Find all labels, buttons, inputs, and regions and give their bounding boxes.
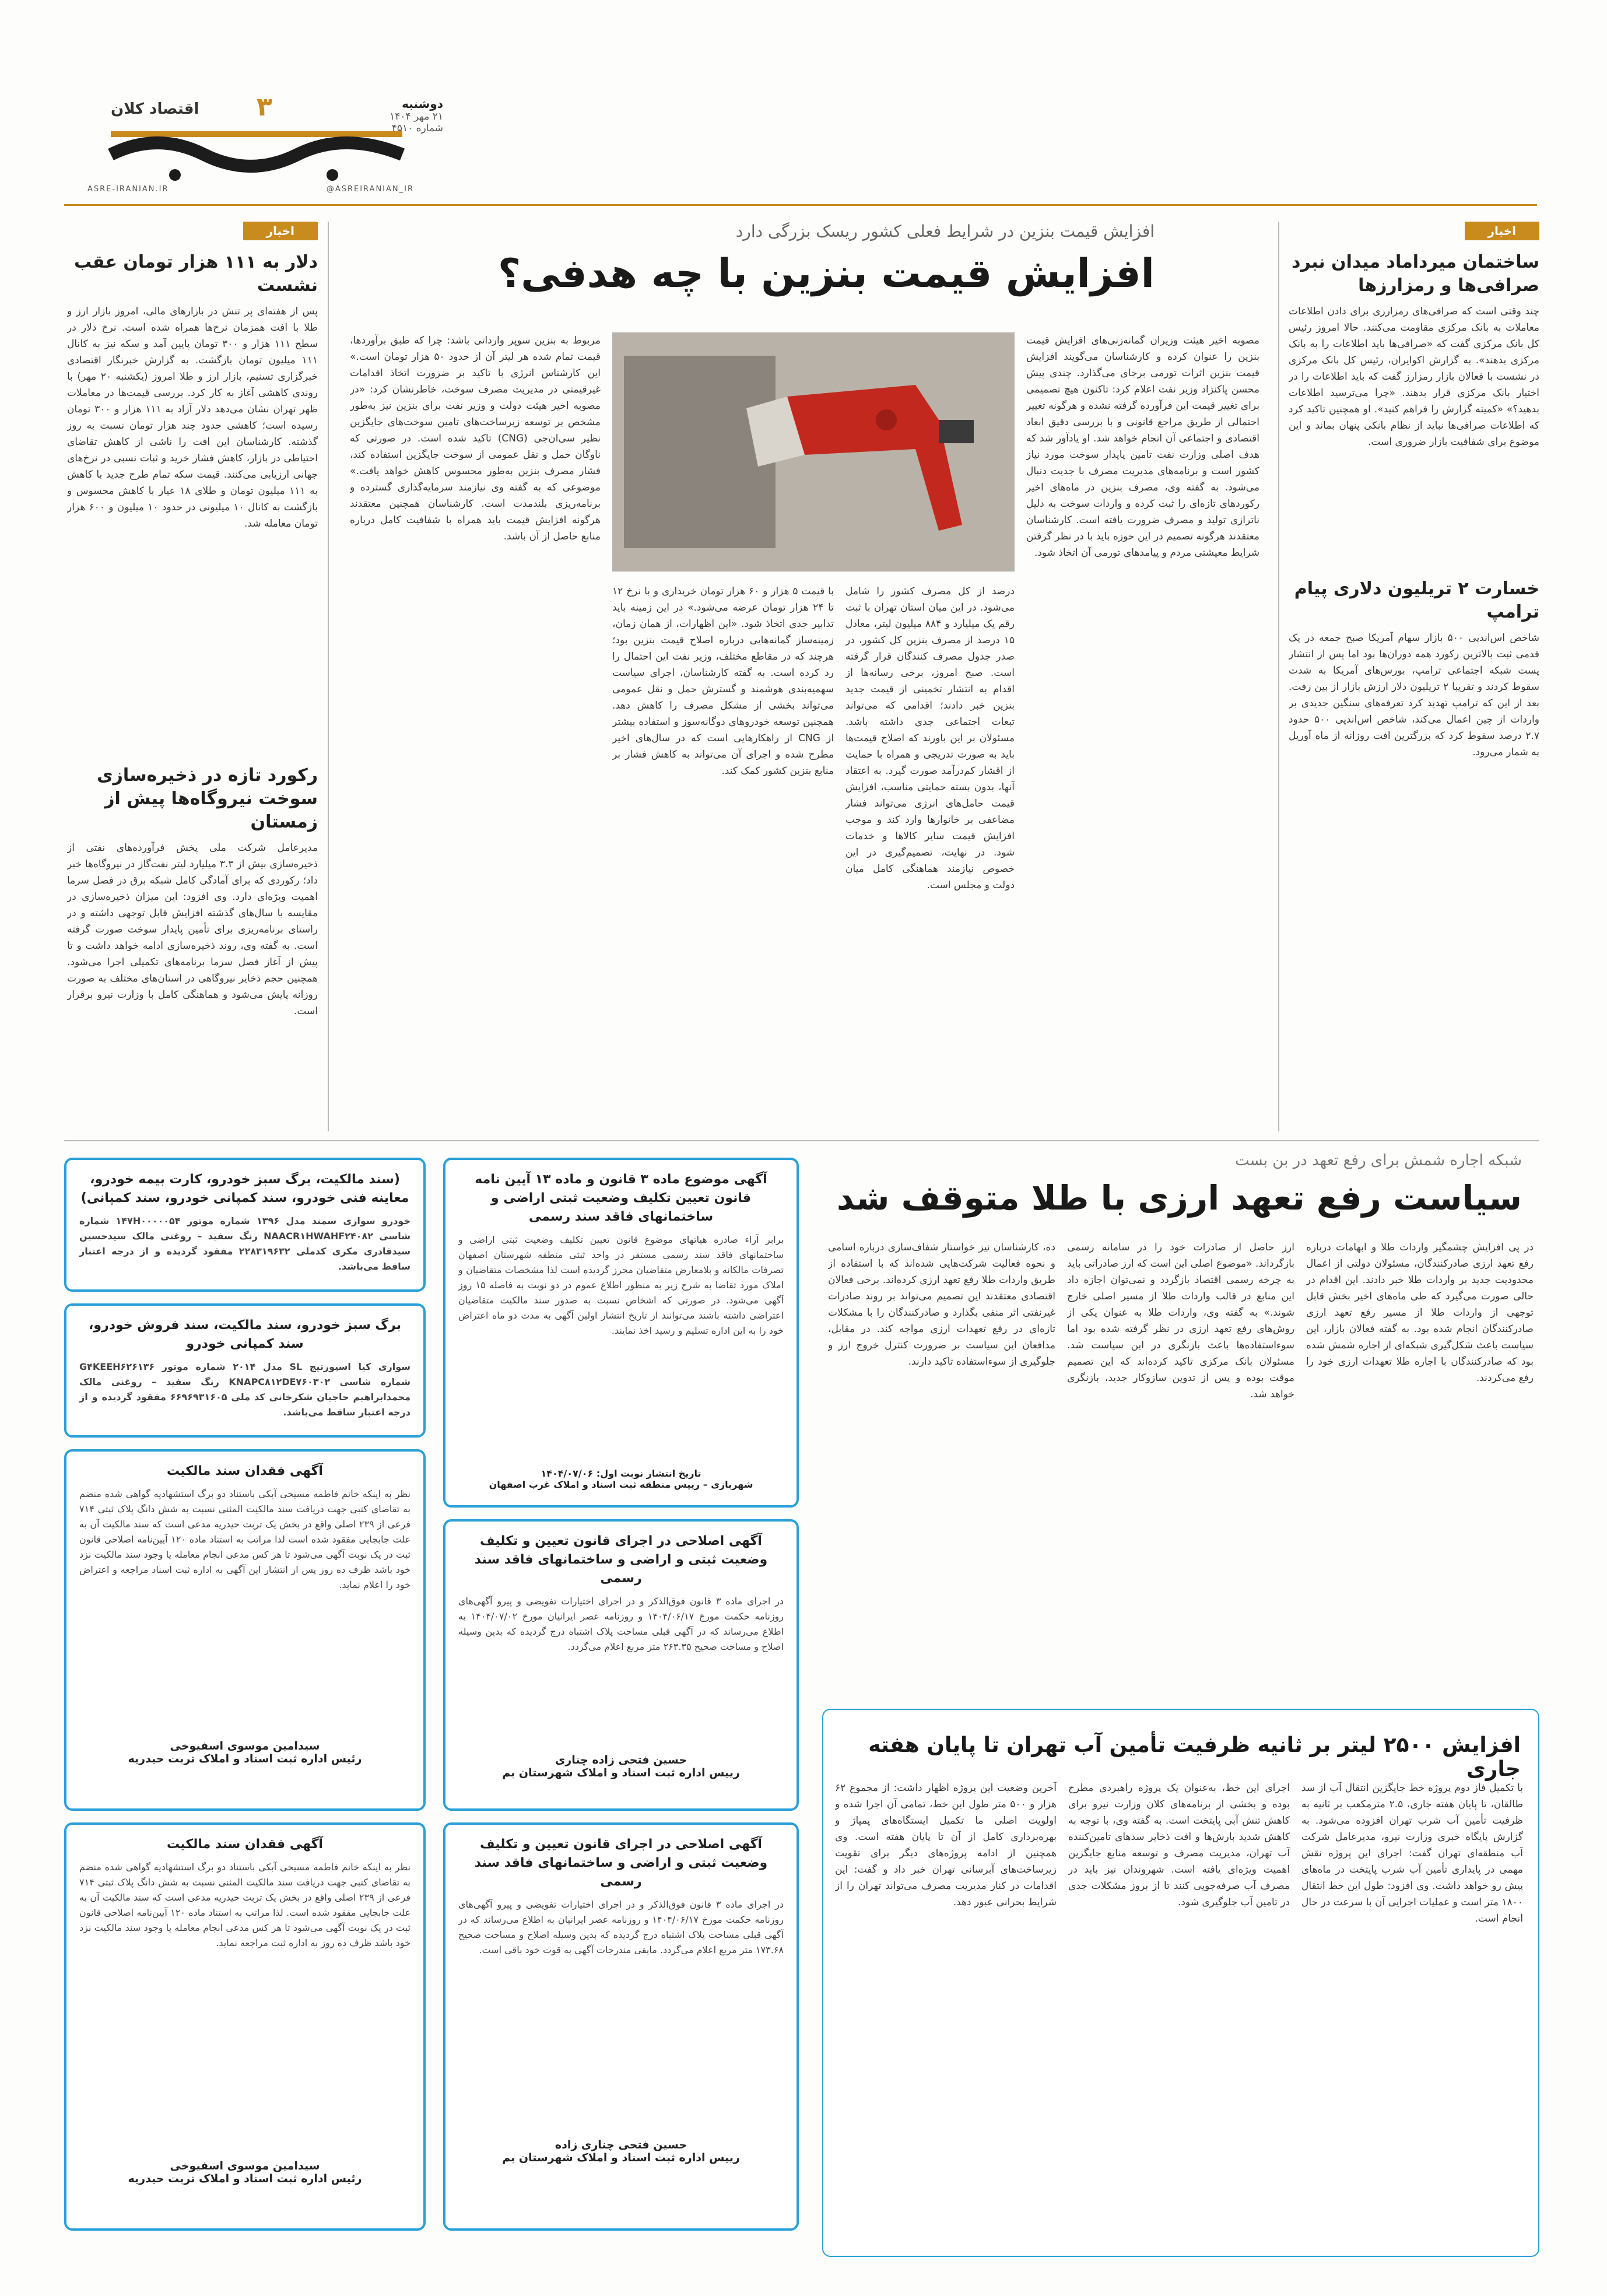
right-story2-body: شاخص اس‌اند‌پی ۵۰۰ بازار سهام آمریکا صبح جمعه در یک قدمی ثبت بالاترین رکورد همه دوران‌ها بود اما پس از انتشار پست شبکه اجتماعی ترامپ، بورس‌های آمریکا به شدت سقوط کردند و تقریبا ۲ تریلیون دلار ارزش بازار از بین رفت. بعد از این که ترامپ تهدید کرد تعرفه‌های سنگین جدیدی بر واردات از چین اعمال می‌کند، شاخص اس‌اند‌پی ۵۰۰ حدود ۲.۷ درصد سقوط کرد که بزرگترین افت روزانه از ماه آوریل به شمار می‌رود. bbox=[1289, 632, 1539, 758]
left-sidebar bbox=[67, 222, 318, 1131]
right-story2-title: خسارت ۲ تریلیون دلاری پیام ترامپ bbox=[1294, 579, 1539, 622]
water-col-1: با تکمیل فاز دوم پروژه خط جایگزین انتقال آب از سد طالقان، تا پایان هفته جاری، ۲.۵ مترمکعب بر ثانیه به ظرفیت تأمین آب شرب تهران افزوده می‌شود. به گزارش پایگاه خبری وزارت نیرو، مدیرعامل شرکت آب منطقه‌ای تهران گفت: اجرای این پروژه نقش مهمی در پایداری تأمین آب شرب پایتخت در ماه‌های پیش رو خواهد داشت. وی افزود: طول این خط انتقال ۱۸۰۰ متر است و عملیات اجرایی آن با سرعت در حال انجام است. bbox=[1301, 1782, 1523, 1925]
ad-title: آگهی فقدان سند مالکیت bbox=[167, 1837, 323, 1852]
lead-kicker: افزایش قیمت بنزین در شرایط فعلی کشور ریسک بزرگی دارد bbox=[735, 222, 1155, 241]
ad-correction-bam-2 bbox=[443, 1822, 799, 2231]
gold-col-3: ده، کارشناسان نیز خواستار شفاف‌سازی درباره اسامی و نحوه فعالیت شرکت‌هایی شده‌اند که با استفاده از طریق واردات طلا رفع تعهد ارزی کرده‌اند. برخی فعالان اقتصادی معتقدند این تصمیم می‌تواند بر روند صادرات غیرنفتی اثر منفی بگذارد و صادرکنندگان را با مشکلات تازه‌ای در رفع تعهدات ارزی مواجه کند. در مقابل، مدافعان این سیاست بر ضرورت کنترل خروج ارز و جلوگیری از سوءاستفاده تاکید دارند. bbox=[828, 1242, 1055, 1368]
masthead-rule bbox=[64, 204, 1537, 206]
ad-land-registry-isfahan bbox=[443, 1158, 799, 1508]
ad-signature: تاریخ انتشار نوبت اول: ۱۴۰۴/۰۷/۰۶ شهربازی – رییس منطقه ثبت اسناد و املاک غرب اصفهان bbox=[489, 1468, 753, 1490]
ad-signature: حسین فتحی چناری زاده رییس اداره ثبت اسناد و املاک شهرستان بم bbox=[502, 2139, 740, 2164]
ad-title: آگهی اصلاحی در اجرای قانون تعیین و تکلیف وضعیت ثبتی و اراضی و ساختمانهای فاقد سند رسمی bbox=[474, 1534, 768, 1586]
ad-title: (سند مالکیت، برگ سبز خودرو، کارت بیمه خودرو، معاینه فنی خودرو، سند کمپانی خودرو، سند کمپانی) bbox=[80, 1172, 409, 1205]
left-story2-body: مدیرعامل شرکت ملی پخش فرآورده‌های نفتی از ذخیره‌سازی بیش از ۳.۳ میلیارد لیتر نفت‌گاز در نیروگاه‌ها خبر داد؛ رکوردی که برای آمادگی کامل شبکه برق در فصل سرما اهمیت ویژه‌ای دارد. وی افزود: این میزان ذخیره‌سازی در مقایسه با سال‌های گذشته افزایش قابل توجهی داشته و در راستای برنامه‌ریزی برای تأمین پایدار سوخت صورت گرفته است. به گفته وی، روند ذخیره‌سازی ادامه خواهد داشت و تا پیش از آغاز فصل سرما برنامه‌های تکمیلی اجرا می‌شود. همچنین حجم ذخایر نیروگاهی در استان‌های مختلف به صورت روزانه پایش می‌شود و هماهنگی کامل با وزارت نیرو برقرار است. bbox=[67, 842, 318, 1017]
logo-sub-right: @ASREIRANIAN_IR bbox=[326, 185, 414, 194]
ad-vehicle-doc-1 bbox=[64, 1158, 426, 1292]
date-label: ۲۱ مهر ۱۴۰۴ bbox=[390, 111, 443, 122]
page-number: ۳ bbox=[257, 92, 272, 122]
gold-kicker: شبکه اجاره شمش برای رفع تعهد در بن بست bbox=[1235, 1152, 1522, 1169]
lead-col-4: مربوط به بنزین سوپر وارداتی باشد: چرا که طبق برآوردها، قیمت تمام شده هر لیتر آن از حدود ۵۰ هزار تومان است.» این کارشناس انرژی با تاکید بر ضرورت اتخاذ اقدامات غیرقیمتی در مدیریت مصرف سوخت، خاطرنشان کرد: «در مصوبه اخیر هیئت دولت و وزیر نفت برای بنزین نیز به‌طور مشخص بر توسعه زیرساخت‌های تامین سوخت‌های جایگزین نظیر سی‌ان‌جی (CNG) تاکید شده است. در صورتی که ناوگان حمل و نقل عمومی از سوخت جایگزین استفاده کند، فشار مصرف بنزین به‌طور محسوس کاهش خواهد یافت.» موضوعی که به گفته وی نیازمند سرمایه‌گذاری گسترده و برنامه‌ریزی بلندمدت است. کارشناسان همچنین معتقدند هرگونه افزایش قیمت باید همراه با شفافیت کامل درباره منابع حاصل از آن باشد. bbox=[350, 335, 601, 542]
lead-title: افزایش قیمت بنزین با چه هدفی؟ bbox=[497, 251, 1155, 297]
left-story1-body: پس از هفته‌ای پر تنش در بازارهای مالی، امروز بازار ارز و طلا با افت همزمان نرخ‌ها همراه شده است. نرخ دلار در سطح ۱۱۱ هزار و ۳۰۰ تومان پایین آمد و سکه نیز به کانال ۱۱۱ میلیون تومان بازگشت. به گزارش خبرنگار اقتصادی خبرگزاری تسنیم، بازار ارز و طلا امروز (یکشنبه ۲۰ مهر) با روندی کاهشی آغاز به کار کرد. بررسی قیمت‌ها در معاملات ظهر تهران نشان می‌دهد دلار آزاد به ۱۱۱ هزار و ۳۰۰ تومان رسیده است؛ کاهشی حدود چند هزار تومان نسبت به روز گذشته. کارشناسان این افت را ناشی از کاهش تقاضای احتیاطی در بازار، کاهش فشار خرید و ثبات نسبی در نرخ‌های جهانی ارزیابی می‌کنند. قیمت سکه تمام طرح جدید با کاهش به ۱۱۱ میلیون تومان و طلای ۱۸ عیار با کاهش محسوس و بازگشت به کانال ۱۰ میلیونی در حدود ۱۰ میلیون و ۶۰۰ هزار تومان معامله شد. bbox=[67, 306, 318, 530]
mid-horizontal-rule bbox=[64, 1140, 1539, 1141]
lead-photo bbox=[612, 332, 1015, 572]
water-story-box bbox=[822, 1709, 1539, 2257]
water-col-2: اجرای این خط، به‌عنوان یک پروژه راهبردی مطرح بوده و بخشی از برنامه‌های کلان وزارت نیرو برای کاهش تنش آبی پایتخت است. به گفته وی، با توجه به کاهش شدید بارش‌ها و افت ذخایر سدهای تامین‌کننده آب تهران، مدیریت مصرف و توسعه منابع جایگزین اهمیت ویژه‌ای یافته است. شهروندان نیز باید در مصرف آب صرفه‌جویی کنند تا از بروز مشکلات جدی در تامین آب جلوگیری شود. bbox=[1068, 1782, 1290, 1908]
ad-title: برگ سبز خودرو، سند مالکیت، سند فروش خودرو، سند کمپانی خودرو bbox=[89, 1318, 401, 1351]
fuel-nozzle-image bbox=[612, 332, 1015, 572]
masthead bbox=[0, 0, 1607, 210]
right-story1-body: چند وقتی است که صرافی‌های رمزارزی برای دادن اطلاعات معاملات به بانک مرکزی مقاومت می‌کنند. حالا امروز رئیس کل بانک مرکزی گفت که «صرافی‌ها باید اطلاعات را به بانک مرکزی بدهند». به گزارش اکوایران، رئیس کل بانک مرکزی در نشست با فعالان بازار رمزارز گفت که باید اطلاعات را در اختیار بانک مرکزی قرار بدهند. «چرا می‌ترسید اطلاعات بدهید؟» «کمیته گزارش را فراهم کنید». او همچنین تاکید کرد که اطلاعات صرافی‌ها نباید از نظام بانکی پنهان بماند و این موضوع برای شفافیت بازار ضروری است. bbox=[1289, 306, 1539, 448]
gold-story bbox=[822, 1146, 1539, 1694]
logo-sub-left: ASRE-IRANIAN.IR bbox=[87, 185, 169, 194]
lead-col-3: با قیمت ۵ هزار و ۶۰ هزار تومان خریداری و با نرخ ۱۲ تا ۲۴ هزار تومان عرضه می‌شود.» در این زمینه باید تدابیر جدی اتخاذ شود. «این اظهارات، از همان زمان، زمینه‌ساز گمانه‌هایی درباره اصلاح قیمت بنزین بود؛ هرچند که در مقاطع مختلف، وزیر نفت این احتمال را رد کرده است. به گفته کارشناسان، اجرای سیاست سهمیه‌بندی هوشمند و گسترش حمل و نقل عمومی می‌تواند بخشی از مشکل مصرف را کاهش دهد. همچنین توسعه خودروهای دوگانه‌سوز و استفاده بیشتر از CNG از راهکارهایی است که در سال‌های اخیر مطرح شده و اجرای آن می‌تواند به کاهش فشار بر منابع بنزین کشور کمک کند. bbox=[612, 586, 834, 777]
logo-mark bbox=[87, 120, 414, 195]
gold-title: سیاست رفع تعهد ارزی با طلا متوقف شد bbox=[836, 1178, 1522, 1218]
gold-col-1: در پی افزایش چشمگیر واردات طلا و ابهامات درباره رفع تعهد ارزی صادرکنندگان، مسئولان دولتی از اعمال محدودیت جدید بر واردات طلا خبر دادند. این اقدام در حالی صورت می‌گیرد که طی ماه‌های اخیر بخش قابل توجهی از واردات طلا از مسیر رفع تعهد ارزی صادرکنندگان انجام شده بود. به گفته فعالان بازار، این سیاست باعث شکل‌گیری شبکه‌ای از اجاره شمش شده بود که صادرکنندگان با اجاره طلا تعهدات ارزی خود را رفع می‌کردند. bbox=[1306, 1242, 1534, 1384]
ad-signature: سیدامین موسوی اسفیوخی رئیس اداره ثبت اسناد و املاک تربت حیدریه bbox=[128, 2160, 362, 2185]
ad-vehicle-doc-2 bbox=[64, 1303, 426, 1438]
ad-deed-loss-2 bbox=[64, 1822, 426, 2231]
gold-col-2: ارز حاصل از صادرات خود را در سامانه رسمی بازگرداند. «موضوع اصلی این است که ارز صادراتی باید به چرخه رسمی اقتصاد بازگردد و نمی‌توان اجازه داد این منابع در قالب واردات طلا از مسیر اصلی خارج شوند.» به گفته وی، واردات طلا به عنوان یکی از روش‌های رفع تعهد ارزی در نظر گرفته شده بود اما سوءاستفاده‌ها باعث بازنگری در این سیاست شد. مسئولان بانک مرکزی تاکید کرده‌اند که این تصمیم موقت بوده و پس از تدوین سازوکار جدید، بازنگری خواهد شد. bbox=[1067, 1242, 1294, 1400]
ad-correction-bam-1 bbox=[443, 1519, 799, 1811]
ad-text: سواری کیا اسپورتیج SL مدل ۲۰۱۴ شماره موتور G۴KEEH۶۲۶۱۳۶ شماره شاسی KNAPC۸۱۲DE۷۶۰۳۰۲ رنگ سفید – روغنی مالک محمدابراهیم حاجیان شکرخانی کد ملی ۶۶۹۶۹۳۱۶۰۵ مفقود گردیده و از درجه اعتبار ساقط می‌باشد. bbox=[79, 1361, 410, 1418]
right-column-rule bbox=[1278, 222, 1279, 1131]
ad-title: آگهی اصلاحی در اجرای قانون تعیین و تکلیف وضعیت ثبتی و اراضی و ساختمانهای فاقد سند رسمی bbox=[474, 1837, 768, 1889]
ad-title: آگهی موضوع ماده ۳ قانون و ماده ۱۳ آیین نامه قانون تعیین تکلیف وضعیت ثبتی اراضی و ساختمانهای فاقد سند رسمی bbox=[475, 1172, 767, 1224]
issue-label: شماره ۴۵۱۰ bbox=[391, 122, 443, 134]
water-title: افزایش ۲۵۰۰ لیتر بر ثانیه ظرفیت تأمین آب تهران تا پایان هفته جاری bbox=[868, 1733, 1521, 1781]
lead-col-2: درصد از کل مصرف کشور را شامل می‌شود. در این میان استان تهران با ثبت رقم یک میلیارد و ۸۸۴ میلیون لیتر، معادل ۱۵ درصد از مصرف بنزین کل کشور، در صدر جدول مصرف کنندگان قرار گرفته است. صبح امروز، برخی رسانه‌ها از اقدام به انتشار تخمینی از قیمت جدید بنزین خبر دادند؛ اقدامی که می‌تواند تبعات اجتماعی جدی داشته باشد. مسئولان بر این باورند که اصلاح قیمت‌ها باید به صورت تدریجی و همراه با حمایت از اقشار کم‌درآمد صورت گیرد. به اعتقاد آنها، بدون بسته حمایتی مناسب، افزایش قیمت حامل‌های انرژی می‌تواند فشار مضاعفی بر خانوارها وارد کند و موجب افزایش قیمت سایر کالاها و خدمات شود. در نهایت، تصمیم‌گیری در این خصوص نیازمند هماهنگی کامل میان دولت و مجلس است. bbox=[845, 586, 1015, 891]
ad-text: در اجرای ماده ۳ قانون فوق‌الذکر و در اجرای اختیارات تفویضی و پیرو آگهی‌های روزنامه حکمت مورخ ۱۴۰۴/۰۶/۱۷ و روزنامه عصر ایرانیان به اطلاع می‌رساند که در آگهی قبلی مساحت پلاک اشتباه درج گردیده که بدین وسیله اصلاح و مساحت صحیح ۱۷۳.۶۸ متر مربع اعلام می‌گردد. مابقی مندرجات آگهی به قوت خود باقی است. bbox=[458, 1899, 784, 1955]
water-col-3: آخرین وضعیت این پروژه اظهار داشت: از مجموع ۶۲ هزار و ۵۰۰ متر طول این خط، تمامی آن اجرا شده و اولویت اصلی ما تکمیل ایستگاه‌های پمپاژ و بهره‌برداری کامل از آن تا پایان هفته است. وی همچنین از ادامه پروژه‌های دیگر برای تقویت زیرساخت‌های آبرسانی تهران خبر داد و گفت: این اقدامات در کنار مدیریت مصرف می‌تواند تهران را از شرایط بحرانی عبور دهد. bbox=[835, 1782, 1057, 1908]
ad-text: نظر به اینکه خانم فاطمه مسیحی آبکی باستناد دو برگ استشهادیه گواهی شده منضم به تقاضای کتبی جهت دریافت سند مالکیت المثنی نسبت به شش دانگ پلاک ثبتی ۷۱۴ فرعی از ۲۳۹ اصلی واقع در بخش یک تربت حیدریه مدعی است که سند مالکیت آن به علت جابجایی مفقود شده است. لذا مراتب به استناد ماده ۱۲۰ آیین‌نامه اصلاحی قانون ثبت در یک نوبت آگهی می‌شود تا هر کس مدعی انجام معامله یا وجود سند مالکیت نزد خود باشد ظرف ده روز به اداره ثبت مراجعه نماید. bbox=[79, 1862, 410, 1948]
right-story1-title: ساختمان میرداماد میدان نبرد صرافی‌ها و رمزارزها bbox=[1292, 252, 1539, 296]
ad-signature: سیدامین موسوی اسفیوخی رئیس اداره ثبت اسناد و املاک تربت حیدریه bbox=[128, 1740, 362, 1765]
news-tag: اخبار bbox=[1465, 222, 1539, 240]
ad-text: برابر آراء صادره هیاتهای موضوع قانون تعیین تکلیف وضعیت ثبتی اراضی و ساختمانهای فاقد سند رسمی مستقر در واحد ثبتی منطقه شهرستان اصفهان تصرفات مالکانه و بلامعارض متقاضیان محرز گردیده است لذا مشخصات متقاضیان و املاک مورد تقاضا به شرح زیر به منظور اطلاع عموم در دو نوبت به فاصله ۱۵ روز آگهی می‌شود. در صورتی که اشخاص نسبت به صدور سند مالکیت متقاضیان اعتراضی داشته باشند می‌توانند از تاریخ انتشار اولین آگهی به مدت دو ماه اعتراض خود را به این اداره تسلیم و رسید اخذ نمایند. bbox=[458, 1234, 784, 1336]
left-story2-title: رکورد تازه در ذخیره‌سازی سوخت نیروگاه‌ها پیش از زمستان bbox=[97, 765, 318, 832]
lead-col-1: مصوبه اخیر هیئت وزیران گمانه‌زنی‌های افزایش قیمت بنزین را عنوان کرده و کارشناسان می‌گویند افزایش قیمت بنزین اثرات تورمی برجای می‌گذارد. چندی پیش محسن پاکنژاد وزیر نفت اعلام کرد: تاکنون هیچ تصمیمی برای تغییر قیمت این فرآورده گرفته نشده و هرگونه تغییر احتمالی از طریق مراجع قانونی و با بررسی دقیق ابعاد اقتصادی و اجتماعی آن انجام خواهد شد. او یادآور شد که هدف اصلی وزارت نفت تامین پایدار سوخت مورد نیاز کشور است و برنامه‌های مدیریت مصرف با جدیت دنبال می‌شود. به گفته وی، مصرف بنزین در ماه‌های اخیر رکوردهای تازه‌ای را ثبت کرده و واردات سوخت به دلیل ناترازی تولید و مصرف ضرورت یافته است. کارشناسان معتقدند هرگونه تصمیم در این حوزه باید با در نظر گرفتن شرایط معیشتی مردم و پیامدهای تورمی آن اتخاذ شود. bbox=[1026, 335, 1259, 559]
newspaper-logo bbox=[87, 120, 414, 195]
left-story1-title: دلار به ۱۱۱ هزار تومان عقب نشست bbox=[73, 252, 318, 296]
ad-text: در اجرای ماده ۳ قانون فوق‌الذکر و در اجرای اختیارات تفویضی و پیرو آگهی‌های روزنامه حکمت مورخ ۱۴۰۴/۰۶/۱۷ و روزنامه عصر ایرانیان مورخ ۱۴۰۴/۰۷/۰۲ به اطلاع می‌رساند که در آگهی قبلی مساحت پلاک اشتباه درج گردیده که بدین وسیله اصلاح و مساحت صحیح ۲۶۳.۳۵ متر مربع اعلام می‌گردد. bbox=[458, 1596, 784, 1652]
section-label: اقتصاد کلان bbox=[111, 100, 199, 118]
left-column-rule bbox=[328, 222, 329, 1131]
ad-title: آگهی فقدان سند مالکیت bbox=[167, 1464, 323, 1478]
masthead-date-block bbox=[373, 97, 443, 134]
news-tag-left: اخبار bbox=[243, 222, 318, 240]
ad-text: خودرو سواری سمند مدل ۱۳۹۶ شماره موتور ۱۴۷H۰۰۰۰۰۵۴ شماره شاسی NAACR۱HWAHF۲۴۰۸۲ رنگ سفید – روغنی مالک سیدحسین سیدقادری مکری کدملی ۲۲۸۳۱۹۶۳۲ مفقود گردیده و از درجه اعتبار ساقط می‌باشد. bbox=[79, 1215, 411, 1272]
day-label: دوشنبه bbox=[402, 97, 443, 111]
ad-signature: حسین فتحی زاده چناری رییس اداره ثبت اسناد و املاک شهرستان بم bbox=[502, 1754, 740, 1779]
ad-text: نظر به اینکه خانم فاطمه مسیحی آبکی باستناد دو برگ استشهادیه گواهی شده منضم به تقاضای کتبی جهت دریافت سند مالکیت المثنی نسبت به شش دانگ پلاک ثبتی ۷۱۴ فرعی از ۲۳۹ اصلی واقع در بخش یک تربت حیدریه مدعی است که سند مالکیت آن به علت جابجایی مفقود شده است لذا مراتب به استناد ماده ۱۲۰ آیین‌نامه اصلاحی قانون ثبت در یک نوبت آگهی می‌شود تا هر کس مدعی انجام معامله یا وجود سند مالکیت نزد خود باشد ظرف ده روز پس از انتشار این آگهی به اداره ثبت اسناد مراجعه و اعتراض خود را اعلام نماید. bbox=[79, 1488, 410, 1590]
ad-deed-loss-1 bbox=[64, 1449, 426, 1811]
lead-story bbox=[338, 216, 1271, 1131]
right-sidebar bbox=[1289, 222, 1539, 1131]
